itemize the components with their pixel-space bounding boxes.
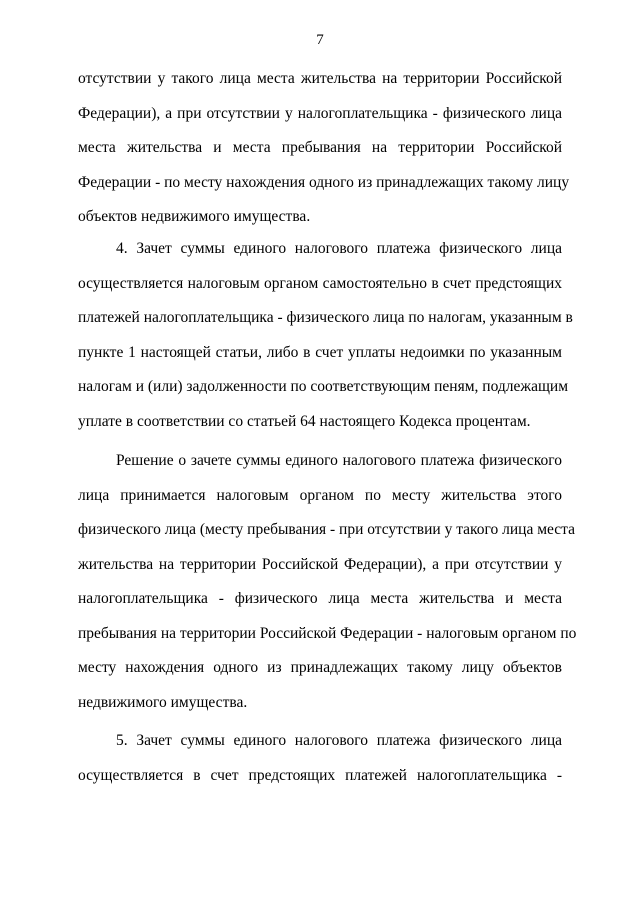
paragraph-item-4 bbox=[78, 232, 573, 439]
paragraph-item-5 bbox=[78, 724, 562, 793]
text-line: пункте 1 настоящей статьи, либо в счет уплаты недоимки по указанным bbox=[78, 343, 562, 361]
text-line: Федерации - по месту нахождения одного из принадлежащих такому лицу bbox=[78, 173, 570, 191]
text-line: Федерации), а при отсутствии у налогоплательщика - физического лица bbox=[78, 104, 562, 122]
text-line: пребывания на территории Российской Федерации - налоговым органом по bbox=[78, 624, 577, 642]
text-line: 5. Зачет суммы единого налогового платежа физического лица bbox=[116, 732, 562, 749]
text-line: уплате в соответствии со статьей 64 настоящего Кодекса процентам. bbox=[78, 412, 531, 430]
text-line: осуществляется налоговым органом самостоятельно в счет предстоящих bbox=[78, 274, 562, 292]
text-line: 4. Зачет суммы единого налогового платежа физического лица bbox=[116, 240, 562, 257]
text-line: месту нахождения одного из принадлежащих такому лицу объектов bbox=[78, 659, 562, 676]
text-line: места жительства и места пребывания на территории Российской bbox=[78, 139, 562, 156]
text-line: Решение о зачете суммы единого налогового платежа физического bbox=[116, 452, 562, 469]
text-line: налогам и (или) задолженности по соответствующим пеням, подлежащим bbox=[78, 378, 569, 395]
text-line: налогоплательщика - физического лица места жительства и места bbox=[78, 590, 562, 607]
text-line: отсутствии у такого лица места жительства на территории Российской bbox=[78, 70, 562, 87]
paragraph-decision bbox=[78, 444, 577, 720]
text-line: лица принимается налоговым органом по месту жительства этого bbox=[78, 486, 562, 504]
text-line: осуществляется в счет предстоящих платежей налогоплательщика - bbox=[78, 766, 562, 784]
text-line: платежей налогоплательщика - физического лица по налогам, указанным в bbox=[78, 309, 573, 326]
page-number: 7 bbox=[316, 32, 324, 48]
text-line: недвижимого имущества. bbox=[78, 693, 248, 711]
paragraph-continuation bbox=[78, 62, 570, 235]
text-line: жительства на территории Российской Федерации), а при отсутствии у bbox=[78, 555, 562, 573]
text-line: физического лица (месту пребывания - при отсутствии у такого лица места bbox=[78, 521, 576, 538]
text-line: объектов недвижимого имущества. bbox=[78, 208, 311, 225]
